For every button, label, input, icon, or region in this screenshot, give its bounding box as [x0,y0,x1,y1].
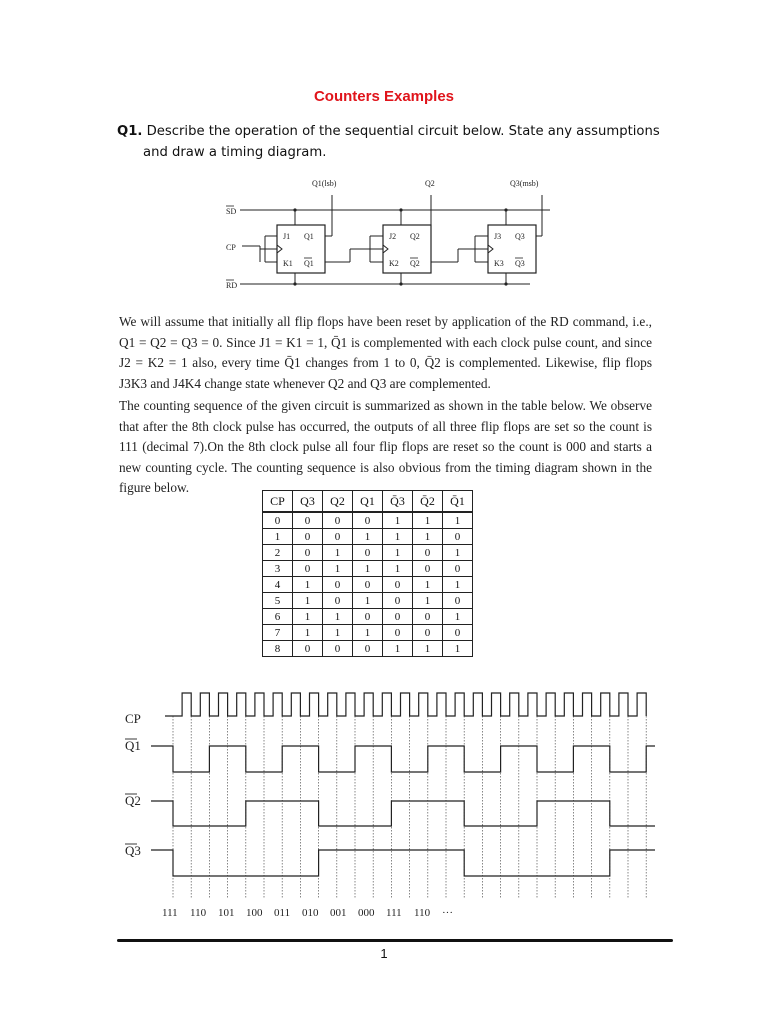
ff3-q: Q3 [515,232,525,241]
table-cell: 0 [323,529,353,545]
q3bar-signal-label: Q3 [125,843,141,858]
ff1-k: K1 [283,259,293,268]
circuit-diagram [220,170,560,295]
paragraph-1: We will assume that initially all flip flops have been reset by application of the RD command, i.e., Q1 = Q2 = Q3 = 0. Since J1 = K1 = 1, Q̄1 is complemented with each clock pulse count, and since J2 = K2 = 1 also, every time Q̄1 changes from 1 to 0, Q̄2 is complemented. Likewise, flip flops J3K3 and J4K4 change state whenever Q2 and Q3 are complemented. [119,314,652,391]
table-cell: 1 [383,545,413,561]
table-cell: 0 [353,641,383,657]
table-cell: 1 [443,512,473,529]
table-cell: 8 [263,641,293,657]
table-header: Q1 [353,491,383,513]
table-cell: 7 [263,625,293,641]
table-cell: 5 [263,593,293,609]
table-cell: 1 [413,577,443,593]
table-cell: 1 [323,545,353,561]
q1-top-label: Q1(lsb) [312,179,337,188]
table-row [263,577,473,593]
table-header: Q̄2 [413,491,443,513]
table-cell: 0 [443,561,473,577]
table-cell: 0 [323,577,353,593]
count-label: 001 [330,907,347,919]
table-cell: 1 [353,625,383,641]
table-cell: 1 [383,529,413,545]
table-cell: 1 [443,545,473,561]
count-label: 010 [302,907,319,919]
table-cell: 1 [263,529,293,545]
table-cell: 0 [293,512,323,529]
table-cell: 1 [413,529,443,545]
page-title: Counters Examples [313,88,455,105]
table-cell: 1 [293,593,323,609]
ff1-j: J1 [283,232,291,241]
table-cell: 0 [413,625,443,641]
table-cell: 0 [413,545,443,561]
table-cell: 0 [413,561,443,577]
count-label: ··· [442,907,453,919]
count-label: 100 [246,907,263,919]
question-line-2: and draw a timing diagram. [143,145,327,160]
table-cell: 1 [413,512,443,529]
table-cell: 0 [383,625,413,641]
q1bar-signal-label: Q1 [125,738,141,753]
table-row [263,593,473,609]
table-cell: 1 [293,577,323,593]
table-cell: 0 [383,593,413,609]
table-cell: 0 [263,512,293,529]
table-row [263,529,473,545]
q2-top-label: Q2 [425,179,435,188]
question-label: Q1. [117,124,143,139]
count-label: 011 [274,907,291,919]
table-cell: 1 [443,609,473,625]
count-label: 111 [386,907,402,919]
table-cell: 1 [353,593,383,609]
rd-label: RD [226,281,238,290]
ff2-qbar: Q2 [410,259,420,268]
table-cell: 0 [413,609,443,625]
table-row [263,545,473,561]
cp-label: CP [226,243,236,252]
ff1-q: Q1 [304,232,314,241]
table-cell: 6 [263,609,293,625]
table-header: Q̄3 [383,491,413,513]
ff3-k: K3 [494,259,504,268]
table-cell: 0 [353,609,383,625]
table-cell: 1 [443,577,473,593]
count-label: 110 [414,907,431,919]
ff2-q: Q2 [410,232,420,241]
sd-label: SD [226,207,237,216]
table-row [263,625,473,641]
page-number: 1 [380,946,388,961]
table-cell: 1 [323,625,353,641]
cp-signal-label: CP [125,711,141,726]
table-cell: 1 [293,609,323,625]
table-cell: 0 [383,609,413,625]
table-cell: 0 [443,593,473,609]
table-cell: 0 [443,529,473,545]
count-label: 101 [218,907,235,919]
ff2-k: K2 [389,259,399,268]
table-row [263,641,473,657]
table-header: Q3 [293,491,323,513]
question-1 [117,121,677,163]
table-cell: 1 [323,561,353,577]
table-header: Q̄1 [443,491,473,513]
table-cell: 1 [383,641,413,657]
q3bar-waveform [151,850,655,876]
table-cell: 1 [383,512,413,529]
table-row [263,512,473,529]
count-label: 110 [190,907,207,919]
table-cell: 0 [323,641,353,657]
table-cell: 1 [383,561,413,577]
table-cell: 0 [293,561,323,577]
cp-waveform [165,693,646,716]
ff3-qbar: Q3 [515,259,525,268]
table-header-row [263,491,473,513]
q1bar-waveform [151,746,655,772]
table-cell: 1 [413,641,443,657]
table-cell: 0 [353,512,383,529]
table-cell: 0 [383,577,413,593]
table-cell: 1 [443,641,473,657]
table-cell: 3 [263,561,293,577]
table-cell: 0 [353,577,383,593]
table-cell: 0 [293,641,323,657]
timing-diagram [115,684,655,924]
table-cell: 4 [263,577,293,593]
q3-top-label: Q3(msb) [510,179,539,188]
paragraph-2: The counting sequence of the given circuit is summarized as shown in the table below. We observe that after the 8th clock pulse has occurred, the outputs of all three flip flops are set so the count is 111 (decimal 7).On the 8th clock pulse all four flip flops are reset so the count is 000 and starts a new counting cycle. The counting sequence is also obvious from the timing diagram shown in the figure below. [119,398,652,495]
table-cell: 0 [443,625,473,641]
table-cell: 1 [353,529,383,545]
table-cell: 0 [293,529,323,545]
table-cell: 0 [353,545,383,561]
table-cell: 1 [353,561,383,577]
ff3-j: J3 [494,232,502,241]
ff2-j: J2 [389,232,397,241]
table-header: Q2 [323,491,353,513]
table-header: CP [263,491,293,513]
table-cell: 1 [413,593,443,609]
count-label: 000 [358,907,375,919]
table-cell: 1 [323,609,353,625]
count-label: 111 [162,907,178,919]
question-line-1: Describe the operation of the sequential circuit below. State any assumptions [146,124,660,139]
table-cell: 0 [323,593,353,609]
table-cell: 2 [263,545,293,561]
q2bar-waveform [151,801,655,826]
q2bar-signal-label: Q2 [125,793,141,808]
table-cell: 0 [323,512,353,529]
table-row [263,609,473,625]
counting-table [262,490,473,657]
table-row [263,561,473,577]
footer-rule [117,939,673,942]
table-cell: 0 [293,545,323,561]
table-cell: 1 [293,625,323,641]
ff1-qbar: Q1 [304,259,314,268]
